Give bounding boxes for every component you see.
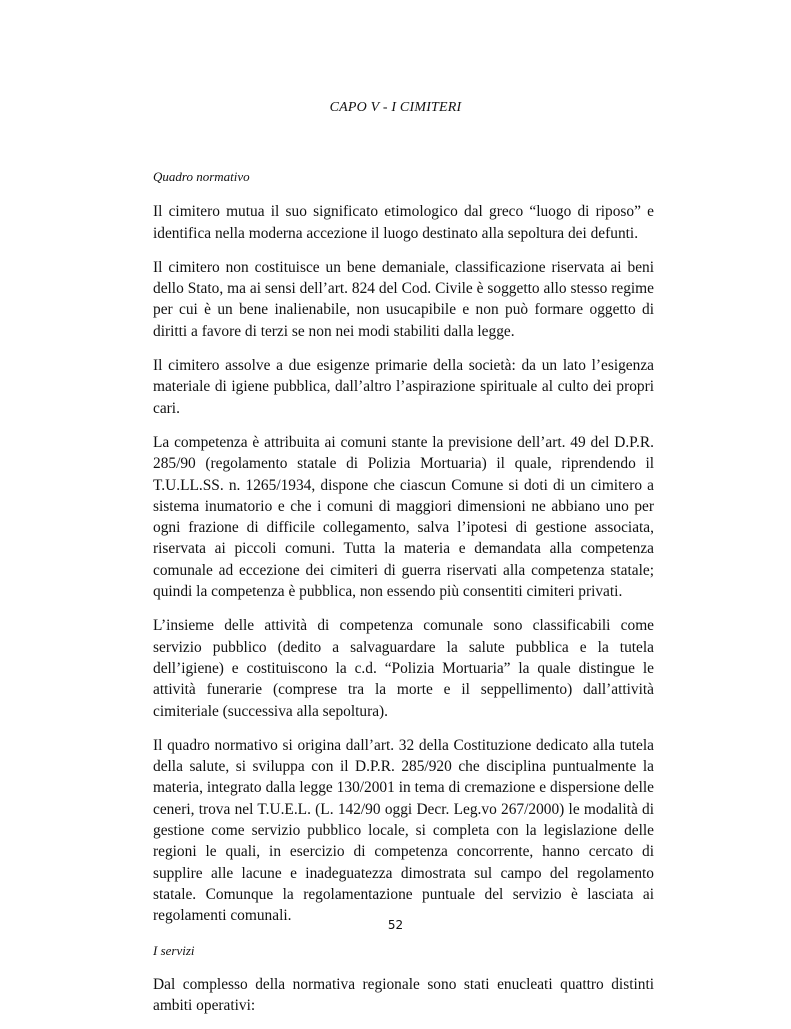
paragraph: Il cimitero non costituisce un bene demaniale, classificazione riservata ai beni dello Stato, ma ai sensi dell’art. 824 del Cod. Civile è soggetto allo stesso regime per cui è un bene inalienabile, non usucapibile e non può formare oggetto di diritti a favore di terzi se non nei modi stabiliti dalla legge. xyxy=(153,258,654,340)
paragraph: Il cimitero mutua il suo significato etimologico dal greco “luogo di riposo” e identifica nella moderna accezione il luogo destinato alla sepoltura dei defunti. xyxy=(153,203,654,242)
paragraph: L’insieme delle attività di competenza comunale sono classificabili come servizio pubblico (dedito a salvaguardare la salute pubblica e la tutela dell’igiene) e costituiscono la c.d. “Polizia Mortuaria” la quale distingue le attività funerarie (comprese tra la morte e il seppellimento) dall’attività cimiteriale (successiva alla sepoltura). xyxy=(153,617,654,720)
paragraph: Il quadro normativo si origina dall’art. 32 della Costituzione dedicato alla tutela della salute, si sviluppa con il D.P.R. 285/920 che disciplina puntualmente la materia, integrato dalla legge 130/2001 in tema di cremazione e dispersione delle ceneri, trova nel T.U.E.L. (L. 142/90 oggi Decr. Leg.vo 267/2000) le modalità di gestione come servizio pubblico locale, si completa con la legislazione delle regioni le quali, in esercizio di competenza concorrente, hanno cercato di supplire alle lacune e inadeguatezza dimostrata sul campo del regolamento statale. Comunque la regolamentazione puntuale del servizio è lasciata ai regolamenti comunali. xyxy=(153,736,654,925)
page-number: 52 xyxy=(387,918,404,932)
paragraph: La competenza è attribuita ai comuni stante la previsione dell’art. 49 del D.P.R. 285/90 (regolamento statale di Polizia Mortuaria) il quale, riprendendo il T.U.LL.SS. n. 1265/1934, dispone che ciascun Comune si doti di un cimitero a sistema inumatorio e che i comuni di maggiori dimensioni ne abbiano uno per ogni frazione di difficile collegamento, salva l’ipotesi di gestione associata, riservata ai piccoli comuni. Tutta la materia e demandata alla competenza comunale ad eccezione dei cimiteri di guerra riservati alla competenza statale; quindi la competenza è pubblica, non essendo più consentiti cimiteri privati. xyxy=(153,433,654,601)
chapter-title: CAPO V - I CIMITERI xyxy=(329,100,462,115)
section-heading-i-servizi: I servizi xyxy=(153,942,195,958)
section-heading-quadro-normativo: Quadro normativo xyxy=(153,169,250,184)
page-body xyxy=(153,166,654,1029)
paragraph: Dal complesso della normativa regionale sono stati enucleati quattro distinti ambiti operativi: xyxy=(153,975,654,1015)
paragraph: Il cimitero assolve a due esigenze primarie della società: da un lato l’esigenza materiale di igiene pubblica, dall’altro l’aspirazione spirituale al culto dei propri cari. xyxy=(153,357,654,417)
